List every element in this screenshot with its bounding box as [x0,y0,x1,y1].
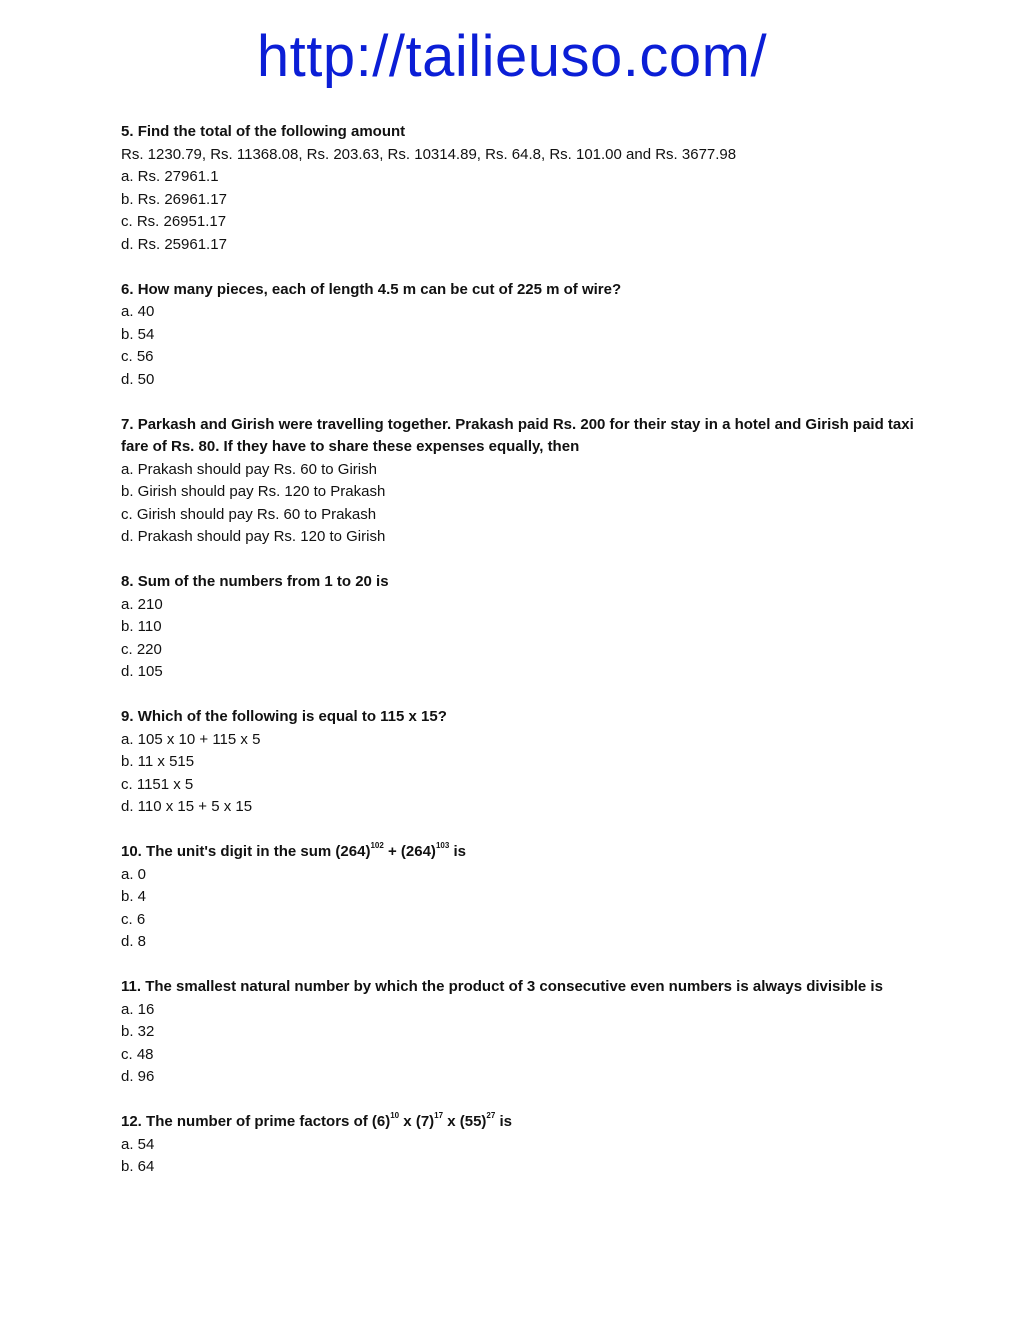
option-b: b. Girish should pay Rs. 120 to Prakash [121,483,386,500]
exponent: 17 [434,1111,444,1120]
question-stem-part: The number of prime factors of (6) [146,1113,391,1130]
question-stem-part: is [449,843,466,860]
question-8 [121,571,921,684]
option-c: c. 56 [121,348,154,365]
question-stem-part: x (7) [399,1113,435,1130]
option-b: b. 64 [121,1158,155,1175]
question-stem-part: The unit's digit in the sum (264) [146,843,371,860]
question-stem-part: x (55) [443,1113,487,1130]
question-5-text [121,121,921,144]
question-stem: Sum of the numbers from 1 to 20 is [137,573,389,590]
question-stem-part: + (264) [383,843,436,860]
question-7 [121,414,921,549]
option-c: c. Girish should pay Rs. 60 to Prakash [121,505,377,523]
question-9-text [121,706,921,729]
question-12-text [121,1111,921,1134]
option-c: c. 48 [121,1045,154,1063]
question-9 [121,706,921,819]
question-11-text [121,976,921,999]
option-d: d. 50 [121,370,155,388]
option-a: a. Prakash should pay Rs. 60 to Girish [121,460,377,478]
option-c: c. 1151 x 5 [121,775,194,793]
question-number: 8. [121,573,134,590]
option-a: a. 54 [121,1135,155,1153]
site-url-header[interactable]: http://tailieuso.com/ [256,24,768,89]
option-d: d. 110 x 15 + 5 x 15 [121,798,253,815]
option-a: a. 210 [121,595,163,613]
question-stem: Which of the following is equal to 115 x 15? [137,708,447,725]
option-d: d. 8 [121,933,147,950]
question-number: 6. [121,280,134,298]
option-d: d. Prakash should pay Rs. 120 to Girish [121,528,386,545]
question-8-text [121,571,921,594]
question-number: 11. [121,978,142,995]
question-list [121,121,921,1201]
question-number: 9. [121,708,134,725]
option-a: a. 0 [121,865,147,883]
question-12 [121,1111,921,1179]
option-a: a. 105 x 10 + 115 x 5 [121,730,261,748]
exponent: 27 [486,1111,496,1120]
question-number: 5. [121,123,134,140]
question-number: 12. [121,1113,142,1130]
option-a: a. 40 [121,303,155,320]
question-10 [121,841,921,954]
option-b: b. Rs. 26961.17 [121,190,227,208]
question-6-text [121,279,921,302]
option-c: c. 6 [121,910,146,928]
question-stem: Find the total of the following amount [137,123,406,140]
question-stem: How many pieces, each of length 4.5 m can be cut of 225 m of wire? [137,280,622,298]
option-b: b. 11 x 515 [121,753,195,770]
option-c: c. Rs. 26951.17 [121,213,227,230]
question-5 [121,121,921,256]
question-10-text [121,841,921,864]
option-d: d. Rs. 25961.17 [121,235,227,253]
question-number: 7. [121,415,134,433]
option-d: d. 96 [121,1068,155,1085]
option-a: a. 16 [121,1000,155,1018]
option-b: b. 32 [121,1023,155,1040]
option-d: d. 105 [121,663,163,680]
question-7-text [121,414,921,459]
option-b: b. 4 [121,888,147,905]
option-a: a. Rs. 27961.1 [121,168,219,185]
question-stem: The smallest natural number by which the product of 3 consecutive even numbers is always divisible is [145,978,883,995]
question-number: 10. [121,843,142,860]
option-b: b. 110 [121,618,162,635]
question-stem: Parkash and Girish were travelling together. Prakash paid Rs. 200 for their stay in a hotel and Girish paid taxi fare of Rs. 80. If they have to share these expenses equally, then [121,415,914,455]
option-c: c. 220 [121,640,162,658]
exponent: 10 [390,1111,400,1120]
question-5-detail: Rs. 1230.79, Rs. 11368.08, Rs. 203.63, Rs. 10314.89, Rs. 64.8, Rs. 101.00 and Rs. 3677.98 [121,145,737,163]
exponent: 102 [370,841,384,850]
option-b: b. 54 [121,325,155,343]
question-11 [121,976,921,1089]
exponent: 103 [435,841,450,850]
question-stem-part: is [495,1113,513,1130]
question-6 [121,279,921,392]
